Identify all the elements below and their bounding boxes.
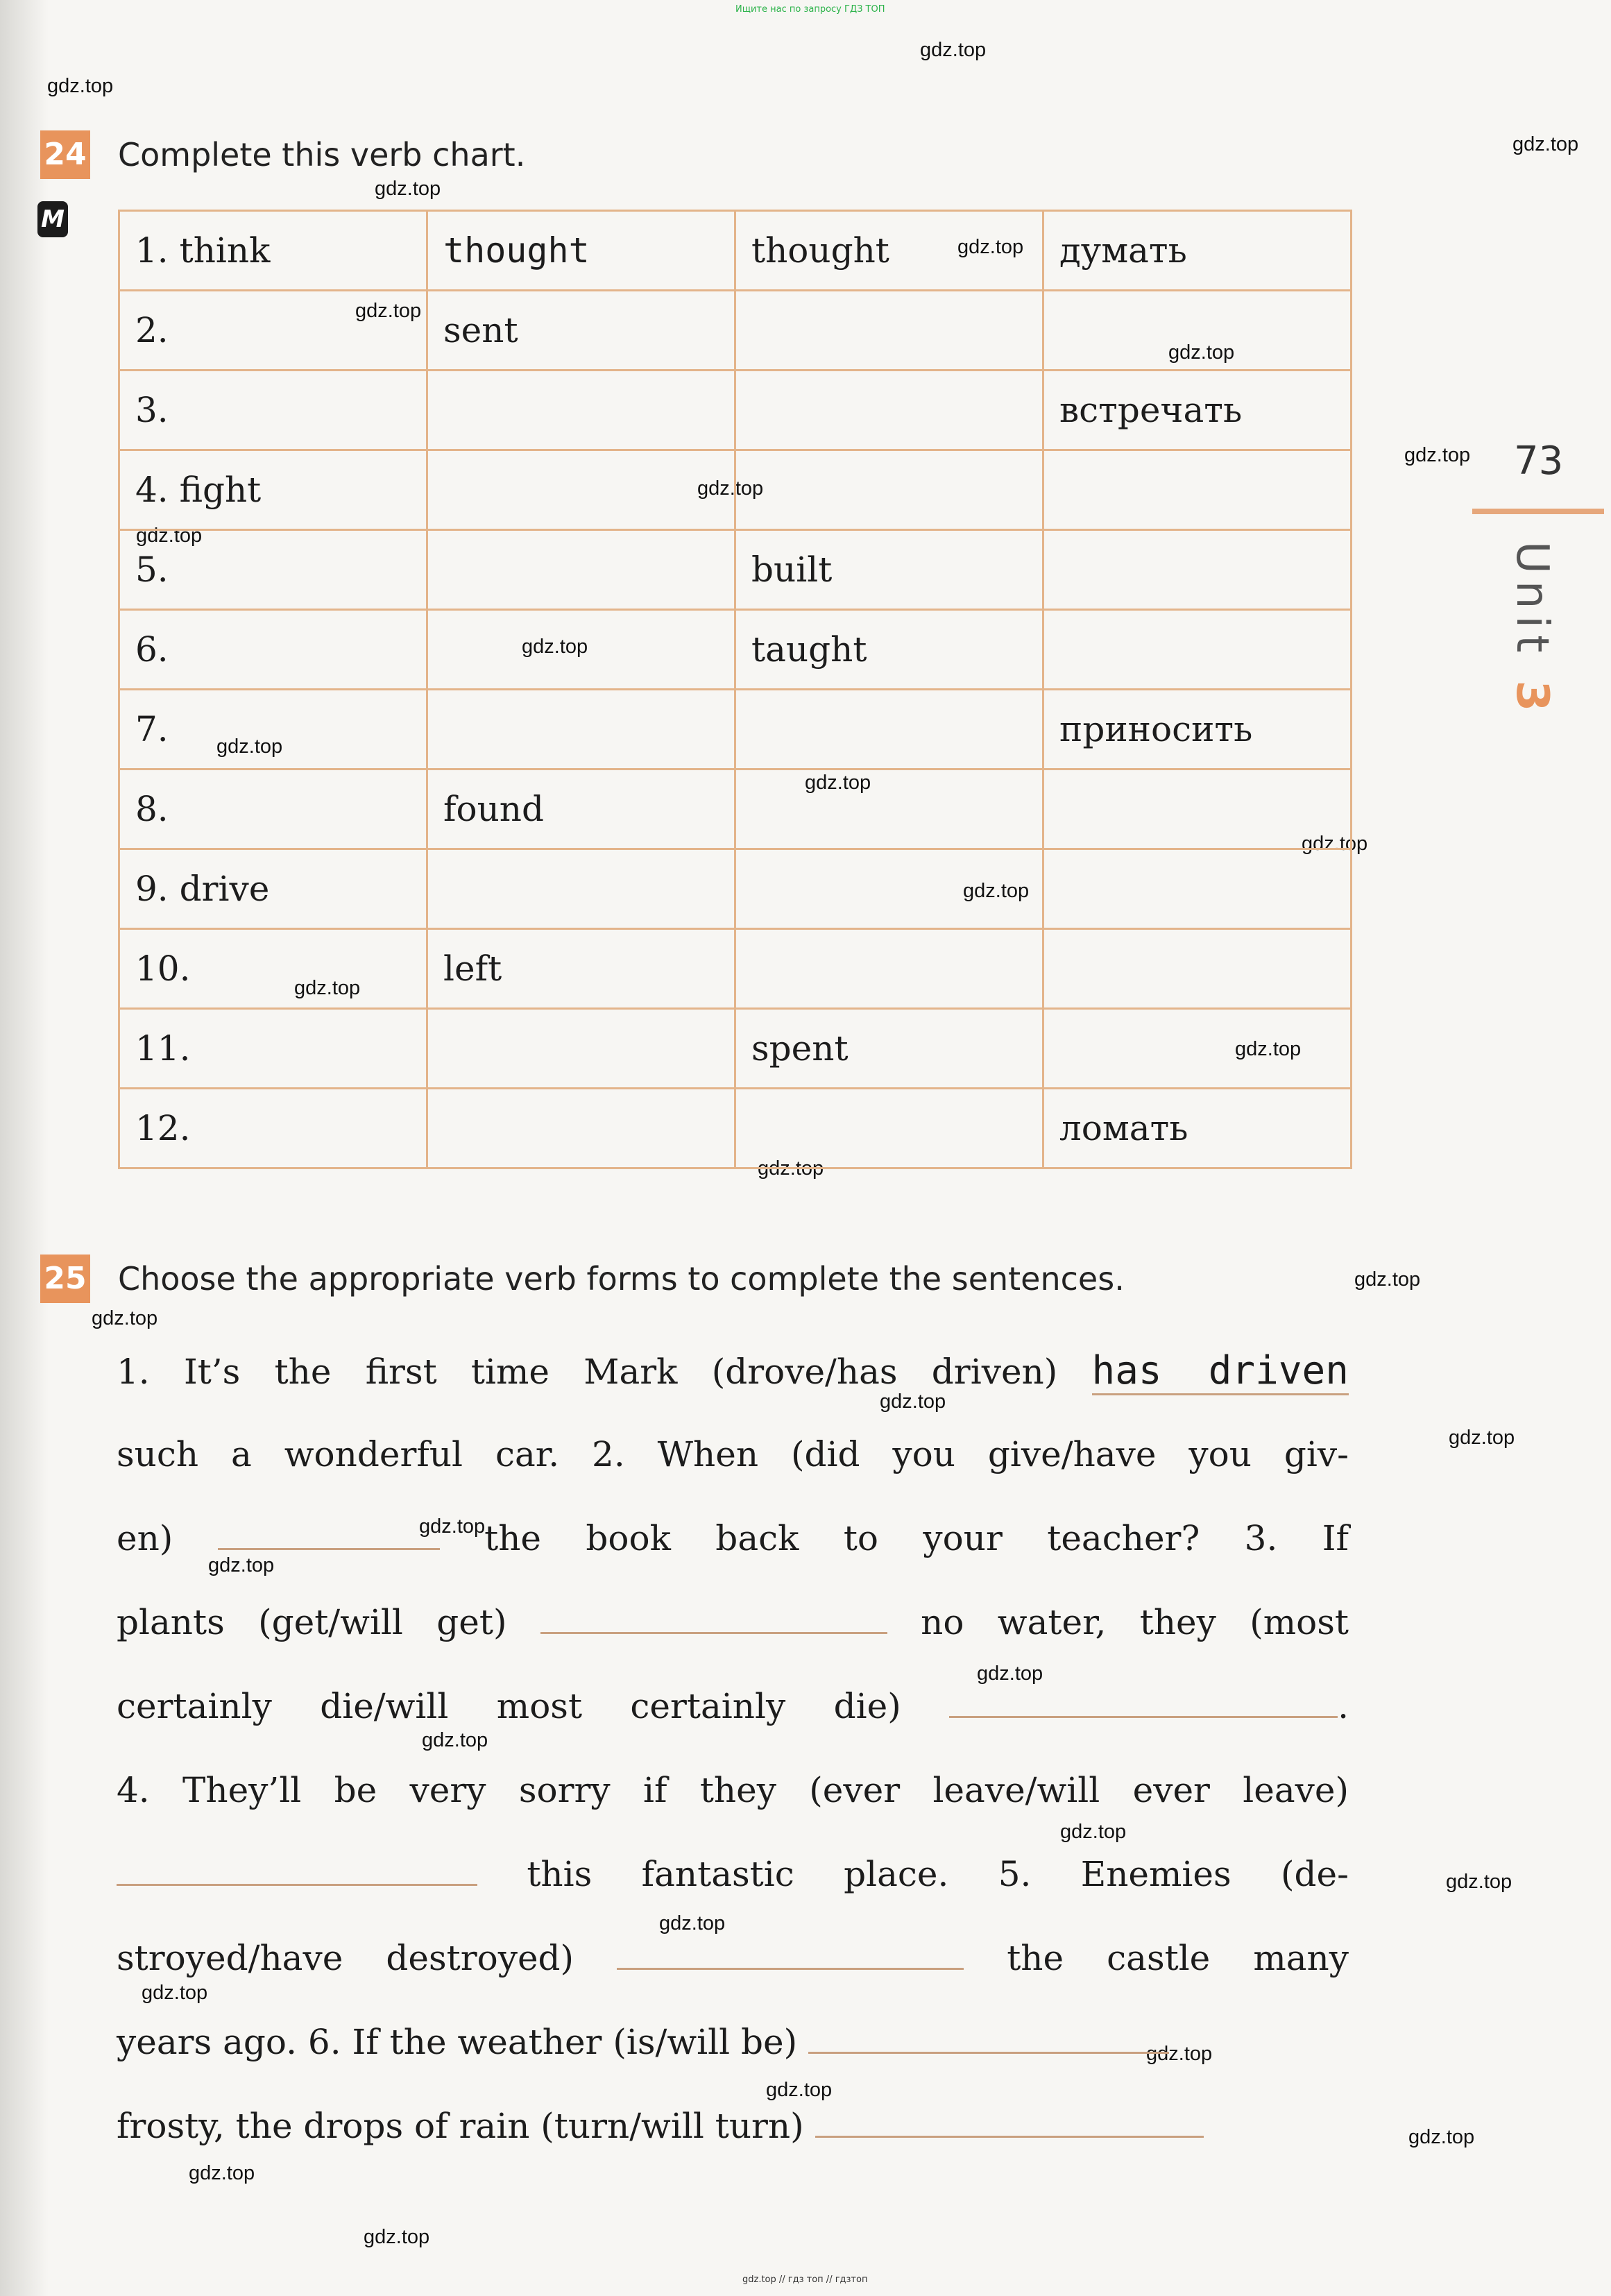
watermark: gdz.top <box>920 39 987 61</box>
watermark: gdz.top <box>977 1663 1043 1685</box>
sentence-text: frosty, the drops of rain (turn/will turn) <box>117 2106 804 2146</box>
verb-chart-cell[interactable] <box>735 1089 1043 1168</box>
answer-blank-6a[interactable] <box>808 2013 1169 2054</box>
sentence-line <box>117 1832 1349 1916</box>
verb-chart-cell: 3. <box>119 371 427 450</box>
verb-chart-cell[interactable] <box>1043 769 1352 849</box>
watermark: gdz.top <box>880 1391 946 1413</box>
verb-chart-cell[interactable] <box>427 849 735 929</box>
watermark: gdz.top <box>758 1157 824 1180</box>
answer-blank-2[interactable] <box>218 1509 440 1550</box>
verb-chart-cell[interactable] <box>427 690 735 769</box>
verb-chart-cell: 7. <box>119 690 427 769</box>
exercise-25-title: Choose the appropriate verb forms to complete the sentences. <box>118 1260 1125 1298</box>
verb-chart-cell: 1. think <box>119 211 427 291</box>
watermark: gdz.top <box>957 236 1024 258</box>
verb-chart-cell[interactable] <box>735 690 1043 769</box>
verb-chart-cell: 9. drive <box>119 849 427 929</box>
unit-word: Unit <box>1506 541 1558 660</box>
sidebar-divider <box>1472 509 1604 514</box>
verb-chart-cell: 8. <box>119 769 427 849</box>
verb-chart-cell: spent <box>735 1009 1043 1089</box>
watermark: gdz.top <box>1235 1038 1302 1060</box>
verb-chart-cell[interactable] <box>735 769 1043 849</box>
sentence-line <box>117 1916 1349 2000</box>
sentence-text: the book back to your teacher? 3. If <box>484 1518 1349 1558</box>
sentence-text: this fantastic place. 5. Enemies (de- <box>527 1854 1349 1894</box>
verb-chart-cell[interactable] <box>735 929 1043 1009</box>
verb-chart-cell[interactable] <box>1043 610 1352 690</box>
verb-chart-cell: found <box>427 769 735 849</box>
watermark: gdz.top <box>294 977 361 999</box>
watermark: gdz.top <box>142 1982 208 2004</box>
answer-blank-4[interactable] <box>117 1845 477 1886</box>
watermark: gdz.top <box>216 735 283 758</box>
verb-chart-row <box>119 1009 1352 1089</box>
verb-chart-cell[interactable] <box>1043 291 1352 371</box>
watermark: gdz.top <box>422 1729 488 1751</box>
watermark: gdz.top <box>1146 2043 1213 2065</box>
watermark: gdz.top <box>355 300 422 322</box>
verb-chart-cell: built <box>735 530 1043 610</box>
verb-chart-row <box>119 610 1352 690</box>
watermark: gdz.top <box>805 772 871 794</box>
verb-chart-cell: 6. <box>119 610 427 690</box>
verb-chart-row <box>119 371 1352 450</box>
watermark: gdz.top <box>1354 1268 1421 1291</box>
page-edge-shadow <box>0 0 49 2296</box>
watermark: gdz.top <box>1449 1427 1515 1449</box>
bottom-note: gdz.top // гдз топ // гдзтоп <box>742 2274 868 2285</box>
verb-chart-cell: sent <box>427 291 735 371</box>
watermark: gdz.top <box>136 525 203 547</box>
verb-chart-cell[interactable] <box>427 1089 735 1168</box>
watermark: gdz.top <box>364 2226 430 2248</box>
verb-chart-cell: thought <box>427 211 735 291</box>
verb-chart-row <box>119 211 1352 291</box>
exercise-24-badge: 24 <box>40 130 90 179</box>
sentence-text: 4. They’ll be very sorry if they (ever leave/will ever leave) <box>117 1770 1349 1810</box>
verb-chart-row <box>119 849 1352 929</box>
verb-chart-cell: 2. <box>119 291 427 371</box>
watermark: gdz.top <box>47 75 114 97</box>
watermark: gdz.top <box>1302 833 1368 855</box>
verb-chart-cell[interactable] <box>427 530 735 610</box>
sentence-text: . <box>1338 1686 1349 1726</box>
answer-1: has driven <box>1092 1348 1349 1395</box>
sentence-line <box>117 2084 1349 2168</box>
verb-chart-cell[interactable] <box>735 291 1043 371</box>
watermark: gdz.top <box>1408 2126 1475 2148</box>
watermark: gdz.top <box>659 1912 726 1934</box>
verb-chart-cell[interactable] <box>735 450 1043 530</box>
answer-blank-6b[interactable] <box>815 2097 1204 2138</box>
watermark: gdz.top <box>766 2079 833 2101</box>
sentence-line <box>117 1749 1349 1832</box>
watermark: gdz.top <box>189 2162 255 2184</box>
verb-chart-cell: 11. <box>119 1009 427 1089</box>
watermark: gdz.top <box>1060 1821 1127 1843</box>
sentence-line <box>117 1665 1349 1749</box>
verb-chart-cell[interactable] <box>1043 929 1352 1009</box>
verb-chart-cell[interactable] <box>735 371 1043 450</box>
verb-chart-cell: думать <box>1043 211 1352 291</box>
verb-chart-row <box>119 1089 1352 1168</box>
sentence-text: the castle many <box>1007 1938 1349 1978</box>
verb-chart-cell[interactable] <box>1043 1009 1352 1089</box>
sentence-line <box>117 1329 1349 1413</box>
unit-label <box>1485 541 1568 735</box>
verb-chart-cell: taught <box>735 610 1043 690</box>
exercise-25-text <box>117 1329 1349 2168</box>
answer-blank-3a[interactable] <box>540 1593 887 1634</box>
verb-chart-cell[interactable] <box>427 1009 735 1089</box>
verb-chart-row <box>119 291 1352 371</box>
watermark: gdz.top <box>375 178 441 200</box>
sentence-text: such a wonderful car. 2. When (did you give/have you giv- <box>117 1434 1349 1474</box>
verb-chart-cell: 12. <box>119 1089 427 1168</box>
watermark: gdz.top <box>1168 341 1235 364</box>
verb-chart-cell[interactable] <box>735 849 1043 929</box>
watermark: gdz.top <box>1512 133 1579 155</box>
verb-chart-cell: 5. <box>119 530 427 610</box>
watermark: gdz.top <box>1446 1871 1512 1893</box>
verb-chart-cell: 10. <box>119 929 427 1009</box>
sentence-line <box>117 1413 1349 1497</box>
sentence-line <box>117 2000 1349 2084</box>
page-number: 73 <box>1514 439 1564 484</box>
sentence-line <box>117 1581 1349 1665</box>
sentence-text: stroyed/have destroyed) <box>117 1938 574 1978</box>
top-note: Ищите нас по запросу ГДЗ ТОП <box>735 4 885 15</box>
verb-chart-cell: thought <box>735 211 1043 291</box>
watermark: gdz.top <box>697 477 764 500</box>
verb-chart-cell[interactable] <box>427 450 735 530</box>
answer-blank-3b[interactable] <box>949 1677 1338 1718</box>
watermark: gdz.top <box>522 636 588 658</box>
sentence-text: 1. It’s the first time Mark (drove/has driven) <box>117 1352 1058 1392</box>
sentence-text: no water, they (most <box>921 1602 1349 1642</box>
verb-chart <box>118 210 1352 1169</box>
watermark: gdz.top <box>92 1307 158 1329</box>
watermark: gdz.top <box>419 1515 486 1538</box>
verb-chart-cell[interactable] <box>1043 849 1352 929</box>
exercise-24-title: Complete this verb chart. <box>118 136 526 173</box>
verb-chart-cell[interactable] <box>427 610 735 690</box>
multimedia-icon: M <box>37 201 68 237</box>
watermark: gdz.top <box>963 880 1030 902</box>
watermark: gdz.top <box>1404 444 1471 466</box>
verb-chart-cell: встречать <box>1043 371 1352 450</box>
verb-chart-row <box>119 769 1352 849</box>
verb-chart-row <box>119 929 1352 1009</box>
sentence-text: en) <box>117 1518 173 1558</box>
sentence-text: plants (get/will get) <box>117 1602 507 1642</box>
verb-chart-cell: приносить <box>1043 690 1352 769</box>
sentence-line <box>117 1497 1349 1581</box>
sentence-text: years ago. 6. If the weather (is/will be) <box>117 2022 798 2062</box>
verb-chart-cell: ломать <box>1043 1089 1352 1168</box>
verb-chart-cell: left <box>427 929 735 1009</box>
verb-chart-cell: 4. fight <box>119 450 427 530</box>
answer-blank-5[interactable] <box>617 1929 964 1970</box>
verb-chart-cell[interactable] <box>1043 450 1352 530</box>
verb-chart-row <box>119 530 1352 610</box>
unit-number: 3 <box>1506 680 1558 719</box>
sentence-text: certainly die/will most certainly die) <box>117 1686 901 1726</box>
verb-chart-cell[interactable] <box>427 371 735 450</box>
exercise-25-badge: 25 <box>40 1255 90 1303</box>
verb-chart-row <box>119 690 1352 769</box>
watermark: gdz.top <box>208 1554 275 1576</box>
verb-chart-cell[interactable] <box>1043 530 1352 610</box>
verb-chart-row <box>119 450 1352 530</box>
